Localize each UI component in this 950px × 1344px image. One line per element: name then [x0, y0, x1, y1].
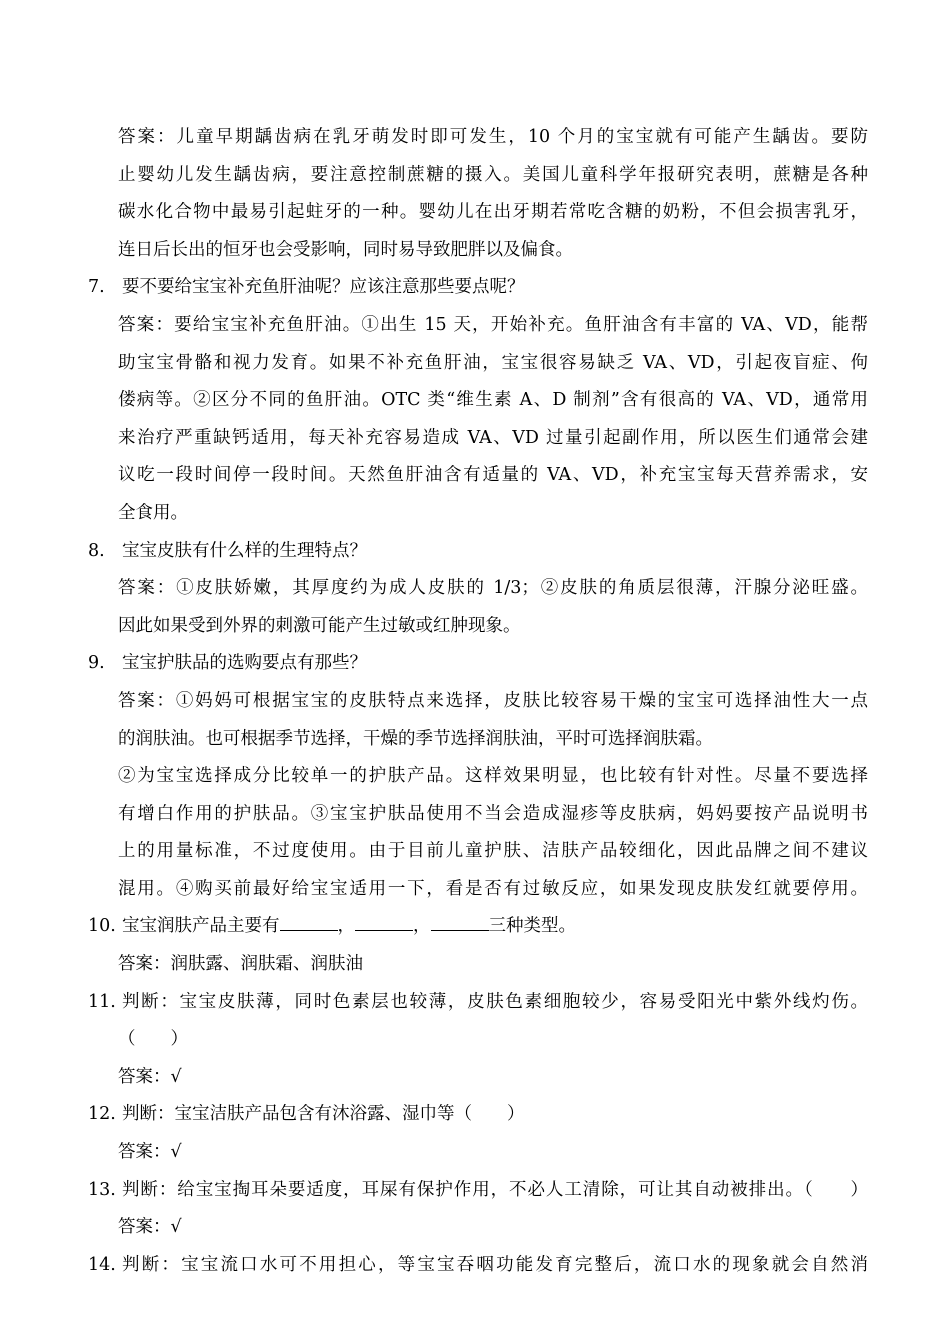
question-text: 判断：宝宝皮肤薄，同时色素层也较薄，皮肤色素细胞较少，容易受阳光中紫外线灼伤。 [122, 991, 868, 1012]
answer-line: 碳水化合物中最易引起蛀牙的一种。婴幼儿在出牙期若常吃含糖的奶粉，不但会损害乳牙， [118, 202, 868, 223]
question-text: 要不要给宝宝补充鱼肝油呢？应该注意那些要点呢？ [122, 277, 525, 298]
question-text-head: 宝宝润肤产品主要有 [122, 916, 280, 937]
fill-blank-2 [355, 910, 413, 931]
answer-line: 连日后长出的恒牙也会受影响，同时易导致肥胖以及偏食。 [118, 239, 573, 260]
question-number: 9. [88, 653, 105, 674]
answer-line: 答案：①皮肤娇嫩，其厚度约为成人皮肤的 1/3；②皮肤的角质层很薄，汗腺分泌旺盛。 [118, 578, 868, 599]
answer-line: 议吃一段时间停一段时间。天然鱼肝油含有适量的 VA、VD，补充宝宝每天营养需求，安 [118, 465, 868, 486]
question-number: 12. [88, 1104, 116, 1125]
question-text: 宝宝皮肤有什么样的生理特点？ [122, 540, 367, 561]
question-line [88, 1247, 868, 1285]
answer-line: 止婴幼儿发生龋齿病，要注意控制蔗糖的摄入。美国儿童科学年报研究表明，蔗糖是各种 [118, 164, 868, 185]
question-line [88, 645, 868, 683]
answer-line: 答案：①妈妈可根据宝宝的皮肤特点来选择，皮肤比较容易干燥的宝宝可选择油性大一点 [118, 690, 868, 711]
question-line [88, 908, 868, 946]
answer-line: 助宝宝骨骼和视力发育。如果不补充鱼肝油，宝宝很容易缺乏 VA、VD，引起夜盲症、佝 [118, 352, 868, 373]
question-line [88, 1172, 868, 1210]
answer-line: 偻病等。②区分不同的鱼肝油。OTC 类“维生素 A、D 制剂”含有很高的 VA、VD，通常用 [118, 390, 868, 411]
question-text-tail: 三种类型。 [488, 916, 576, 937]
document-body [88, 119, 868, 1284]
question-line [88, 984, 868, 1022]
question-line [88, 533, 868, 571]
question-number: 13. [88, 1179, 116, 1200]
answer-line: 答案：√ [118, 1217, 182, 1238]
question-text: 判断：宝宝流口水可不用担心，等宝宝吞咽功能发育完整后，流口水的现象就会自然消 [122, 1254, 868, 1275]
question-number: 11. [88, 991, 116, 1012]
answer-line: 答案：儿童早期龋齿病在乳牙萌发时即可发生，10 个月的宝宝就有可能产生龋齿。要防 [118, 127, 868, 147]
question-text: 判断：宝宝洁肤产品包含有沐浴露、湿巾等（ ） [122, 1104, 525, 1125]
question-number: 8. [88, 540, 105, 561]
answer-line: 因此如果受到外界的刺激可能产生过敏或红肿现象。 [118, 615, 521, 636]
blank-separator-2: ， [413, 916, 431, 937]
answer-line: 来治疗严重缺钙适用，每天补充容易造成 VA、VD 过量引起副作用，所以医生们通常会建 [118, 427, 868, 448]
question-line [88, 1096, 868, 1134]
question-number: 14. [88, 1254, 116, 1275]
answer-line: 上的用量标准，不过度使用。由于目前儿童护肤、洁肤产品较细化，因此品牌之间不建议 [118, 841, 868, 862]
question-line [88, 269, 868, 307]
fill-blank-3 [431, 910, 489, 931]
answer-line: 混用。④购买前最好给宝宝适用一下，看是否有过敏反应，如果发现皮肤发红就要停用。 [118, 878, 868, 899]
answer-line: 全食用。 [118, 502, 188, 523]
answer-line: 的润肤油。也可根据季节选择，干燥的季节选择润肤油，平时可选择润肤霜。 [118, 728, 713, 749]
question-text [122, 908, 868, 946]
question-text: 判断：给宝宝掏耳朵要适度，耳屎有保护作用，不必人工清除，可让其自动被排出。（ ） [122, 1179, 868, 1200]
answer-line: ②为宝宝选择成分比较单一的护肤产品。这样效果明显，也比较有针对性。尽量不要选择 [118, 766, 868, 787]
answer-line: 答案：润肤露、润肤霜、润肤油 [118, 954, 363, 975]
answer-line: 答案：要给宝宝补充鱼肝油。①出生 15 天，开始补充。鱼肝油含有丰富的 VA、VD，能帮 [118, 314, 868, 335]
question-number: 7. [88, 277, 105, 298]
blank-separator-1: ， [337, 916, 355, 937]
question-text: 宝宝护肤品的选购要点有那些？ [122, 653, 367, 674]
question-number: 10. [88, 916, 116, 937]
answer-line: 答案：√ [118, 1066, 182, 1087]
answer-bracket-line: （ ） [118, 1029, 188, 1050]
answer-line: 有增白作用的护肤品。③宝宝护肤品使用不当会造成湿疹等皮肤病，妈妈要按产品说明书 [118, 803, 868, 824]
answer-line: 答案：√ [118, 1142, 182, 1163]
fill-blank-1 [280, 910, 338, 931]
